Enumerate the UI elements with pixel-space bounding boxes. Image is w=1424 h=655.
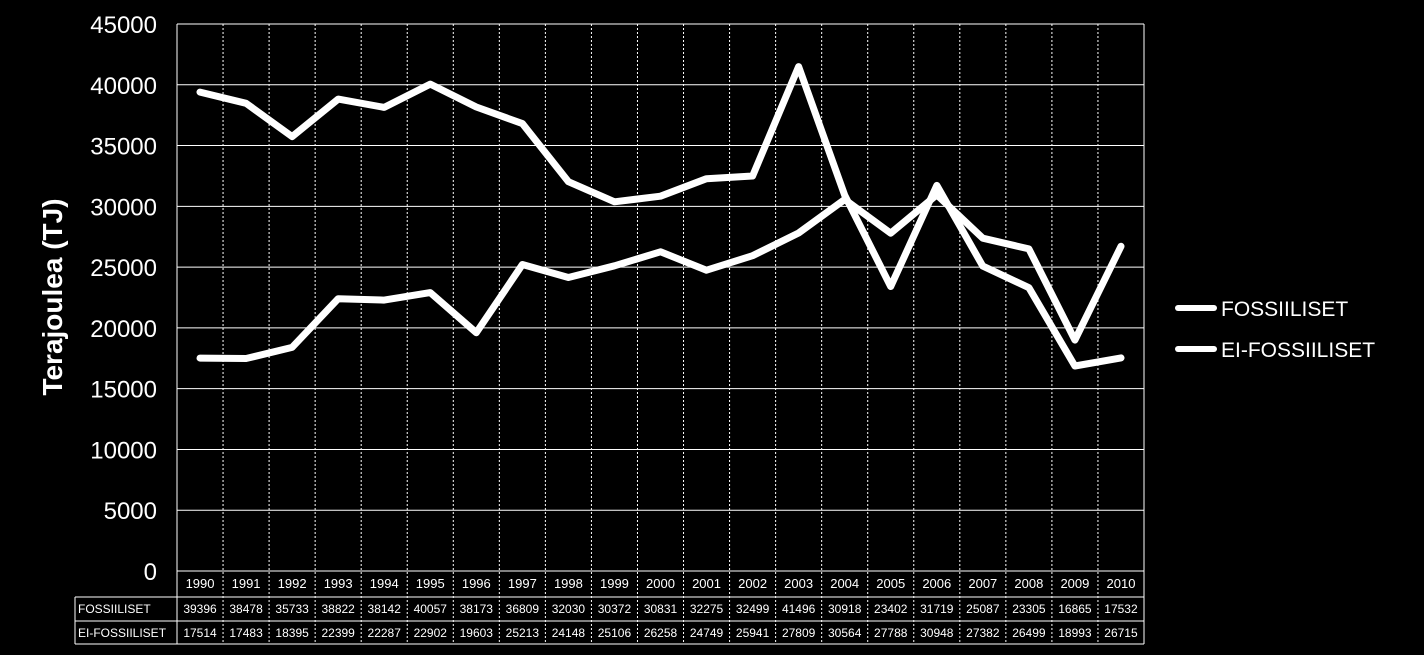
- table-cell-value: 24148: [551, 626, 586, 640]
- y-axis-label: Terajoulea (TJ): [37, 198, 68, 396]
- table-cell-value: 22902: [413, 626, 447, 640]
- x-tick-label: 1996: [461, 576, 491, 591]
- table-cell-value: 18993: [1058, 626, 1092, 640]
- y-tick-label: 40000: [90, 72, 157, 100]
- table-cell-value: 27809: [781, 626, 816, 640]
- legend: [1178, 298, 1375, 362]
- table-cell-value: 27788: [874, 626, 908, 640]
- table-cell-value: 31719: [920, 602, 954, 616]
- table-cell-value: 32030: [551, 602, 586, 616]
- table-cell-value: 26499: [1012, 626, 1046, 640]
- table-cell-value: 25213: [505, 626, 540, 640]
- x-tick-label: 2005: [876, 576, 906, 591]
- x-tick-label: 2000: [646, 576, 675, 591]
- table-cell-value: 27382: [966, 626, 1000, 640]
- table-cell-value: 40057: [413, 602, 447, 616]
- table-cell-value: 23305: [1012, 602, 1046, 616]
- x-tick-label: 1998: [553, 576, 583, 591]
- y-axis-ticks: [90, 12, 157, 586]
- table-cell-value: 25941: [735, 626, 770, 640]
- table-cell-value: 30564: [828, 626, 862, 640]
- table-cell-value: 22287: [367, 626, 401, 640]
- table-cell-value: 38173: [459, 602, 493, 616]
- x-tick-label: 2009: [1060, 576, 1090, 591]
- y-tick-label: 45000: [90, 12, 157, 39]
- table-cell-value: 38478: [229, 602, 263, 616]
- table-cell-value: 38142: [367, 602, 401, 616]
- y-tick-label: 15000: [90, 376, 157, 404]
- y-tick-label: 35000: [90, 133, 157, 161]
- x-tick-label: 2010: [1106, 576, 1136, 591]
- table-cell-value: 26715: [1104, 626, 1138, 640]
- x-tick-label: 2002: [738, 576, 768, 591]
- x-tick-label: 1990: [185, 576, 215, 591]
- data-table: [75, 571, 1144, 644]
- table-cell-value: 39396: [183, 602, 217, 616]
- x-tick-label: 2007: [968, 576, 998, 591]
- x-tick-label: 1995: [415, 576, 445, 591]
- table-cell-value: 30948: [920, 626, 954, 640]
- table-cell-value: 32499: [735, 602, 770, 616]
- table-cell-value: 30831: [643, 602, 678, 616]
- table-cell-value: 41496: [781, 602, 816, 616]
- x-tick-label: 2003: [784, 576, 814, 591]
- x-tick-label: 1999: [599, 576, 629, 591]
- y-tick-label: 25000: [90, 255, 157, 283]
- y-tick-label: 10000: [90, 437, 157, 465]
- series-line-2: [200, 195, 1121, 359]
- table-cell-value: 23402: [874, 602, 908, 616]
- series-lines: [200, 67, 1121, 366]
- x-tick-label: 1997: [507, 576, 537, 591]
- table-cell-value: 30372: [597, 602, 632, 616]
- table-cell-value: 32275: [689, 602, 724, 616]
- table-cell-value: 36809: [505, 602, 540, 616]
- y-tick-label: 0: [143, 559, 157, 586]
- table-cell-value: 17483: [229, 626, 263, 640]
- table-series-label: EI-FOSSIILISET: [78, 626, 167, 640]
- x-tick-label: 2004: [830, 576, 860, 591]
- y-tick-label: 5000: [103, 498, 157, 526]
- x-tick-label: 2006: [922, 576, 952, 591]
- table-cell-value: 30918: [828, 602, 862, 616]
- x-tick-label: 2001: [692, 576, 722, 591]
- x-tick-label: 2008: [1014, 576, 1044, 591]
- y-tick-label: 20000: [90, 315, 157, 343]
- series-line-1: [200, 67, 1121, 366]
- table-cell-value: 17532: [1104, 602, 1138, 616]
- table-cell-value: 24749: [689, 626, 724, 640]
- table-series-label: FOSSIILISET: [78, 602, 151, 616]
- legend-label-2: EI-FOSSIILISET: [1221, 339, 1376, 362]
- table-cell-value: 25087: [966, 602, 1000, 616]
- table-cell-value: 19603: [459, 626, 493, 640]
- x-tick-label: 1993: [323, 576, 353, 591]
- x-tick-label: 1994: [369, 576, 399, 591]
- table-cell-value: 35733: [275, 602, 309, 616]
- table-cell-value: 18395: [275, 626, 309, 640]
- table-cell-value: 22399: [321, 626, 355, 640]
- grid-lines: [177, 24, 1144, 644]
- table-cell-value: 25106: [597, 626, 632, 640]
- x-tick-label: 1991: [231, 576, 261, 591]
- legend-label-1: FOSSIILISET: [1221, 298, 1349, 321]
- table-cell-value: 17514: [183, 626, 217, 640]
- y-tick-label: 30000: [90, 194, 157, 222]
- table-cell-value: 16865: [1058, 602, 1092, 616]
- table-cell-value: 26258: [643, 626, 678, 640]
- x-tick-label: 1992: [277, 576, 307, 591]
- table-cell-value: 38822: [321, 602, 355, 616]
